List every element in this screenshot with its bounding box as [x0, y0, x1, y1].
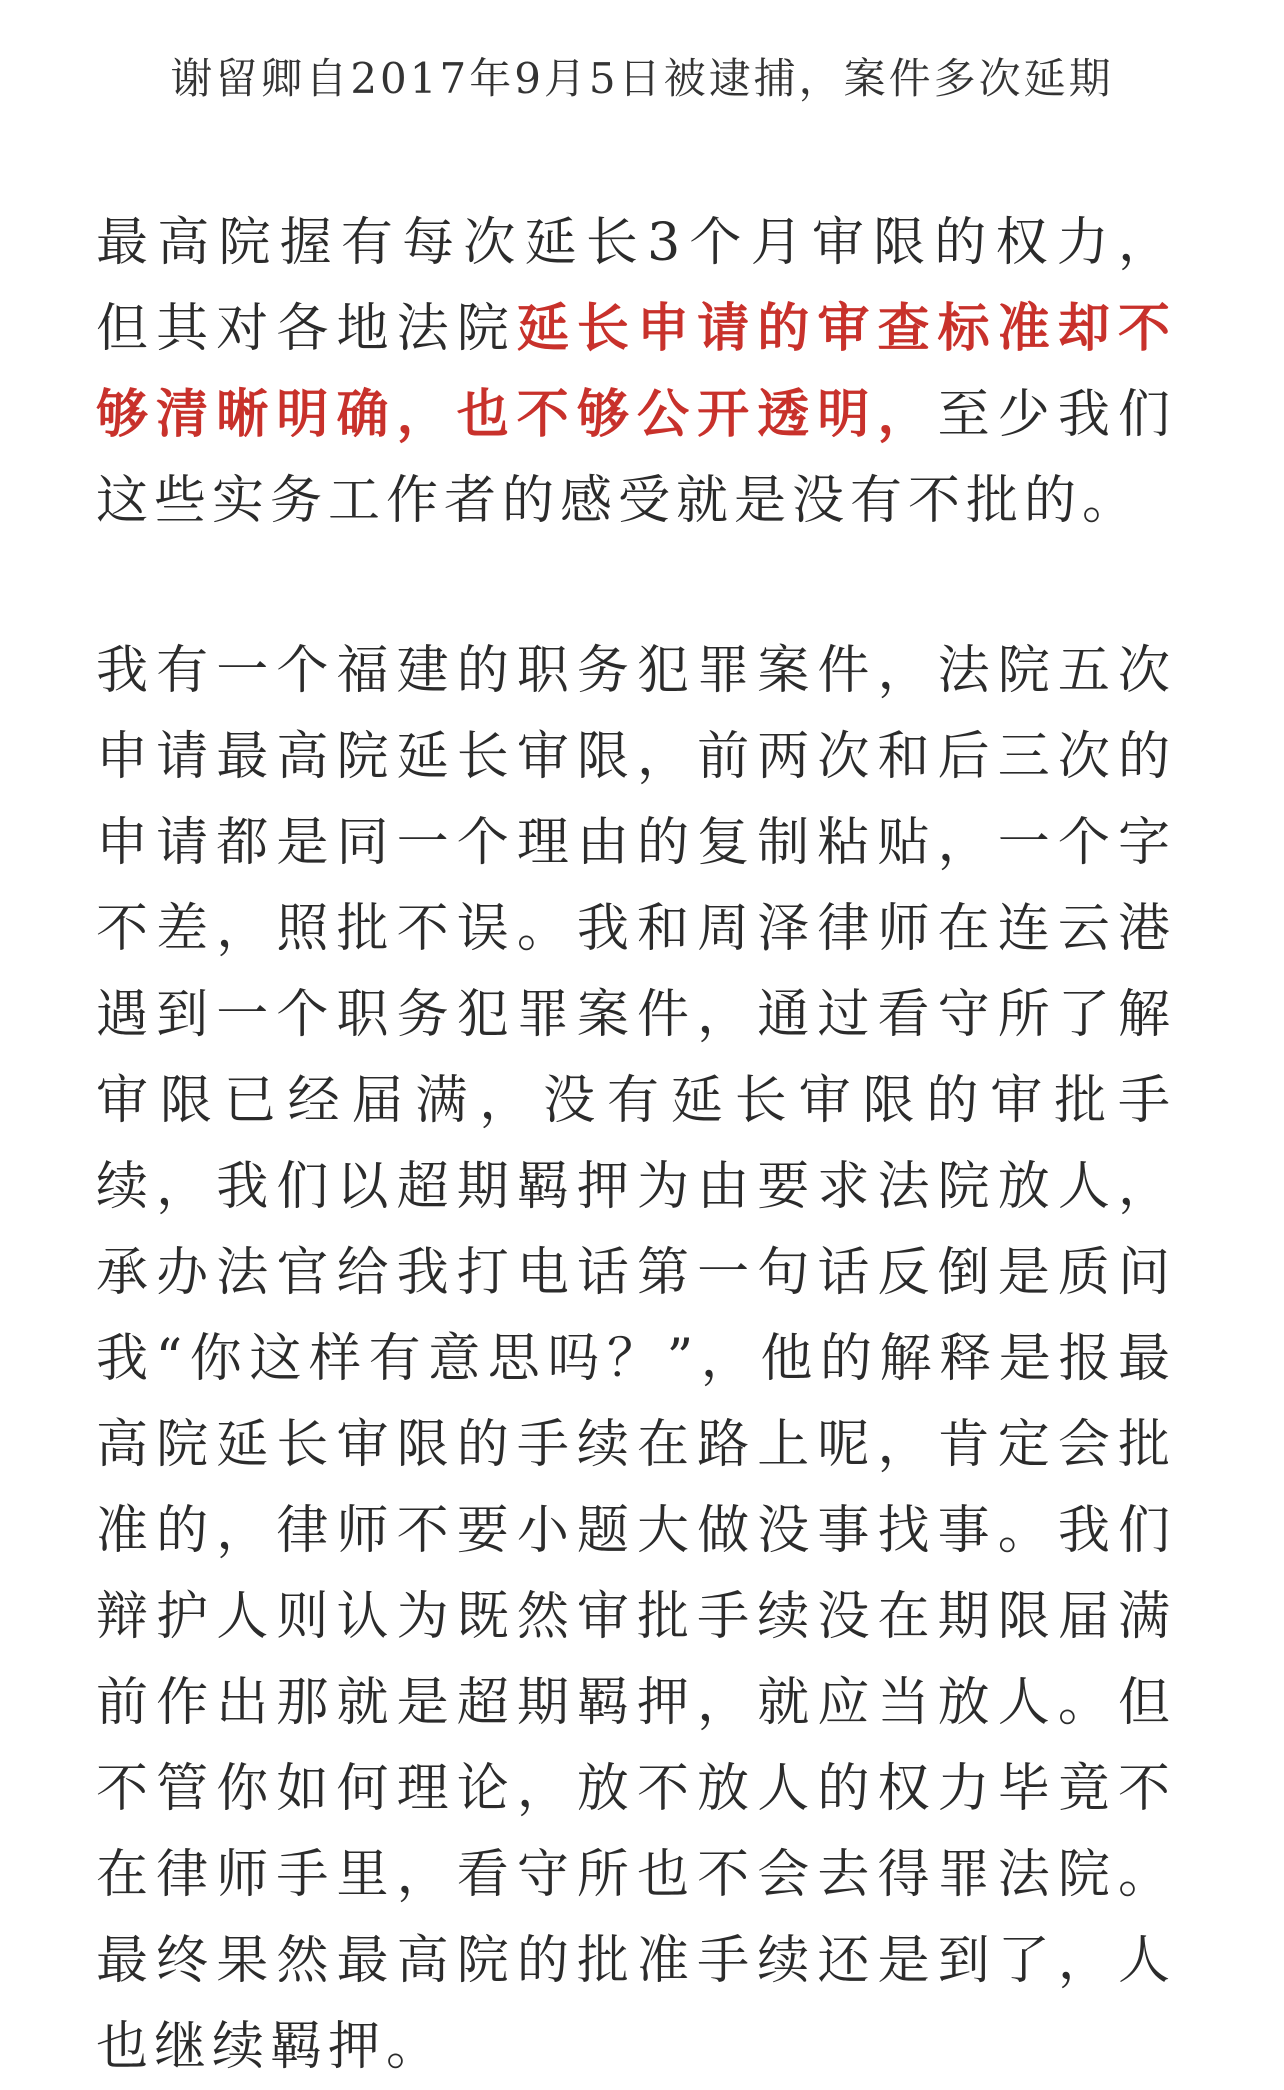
- paragraph-1-highlight: 延长申请的审查标准却不够清晰明确，也不够公开透明，: [96, 298, 1176, 445]
- image-caption: 谢留卿自2017年9月5日被逮捕，案件多次延期: [170, 54, 1114, 103]
- paragraph-1-text-end: 至少我们这些实务工作者的感受就是没有不批的。: [96, 385, 1176, 531]
- paragraph-2: 我有一个福建的职务犯罪案件，法院五次申请最高院延长审限，前两次和后三次的申请都是同一个理由的复制粘贴，一个字不差，照批不误。我和周泽律师在连云港遇到一个职务犯罪案件，通过看守所了解审限已经届满，没有延长审限的审批手续，我们以超期羁押为由要求法院放人，承办法官给我打电话第一句话反倒是质问我“你这样有意思吗？”，他的解释是报最高院延长审限的手续在路上呢，肯定会批准的，律师不要小题大做没事找事。我们辩护人则认为既然审批手续没在期限届满前作出那就是超期羁押，就应当放人。但不管你如何理论，放不放人的权力毕竟不在律师手里，看守所也不会去得罪法院。最终果然最高院的批准手续还是到了，人也继续羁押。: [96, 641, 1176, 2077]
- paragraph-1: [96, 200, 1176, 544]
- paragraph-1-text-start: 最高院握有每次延长3个月审限的权力，但其对各地法院: [96, 213, 1176, 359]
